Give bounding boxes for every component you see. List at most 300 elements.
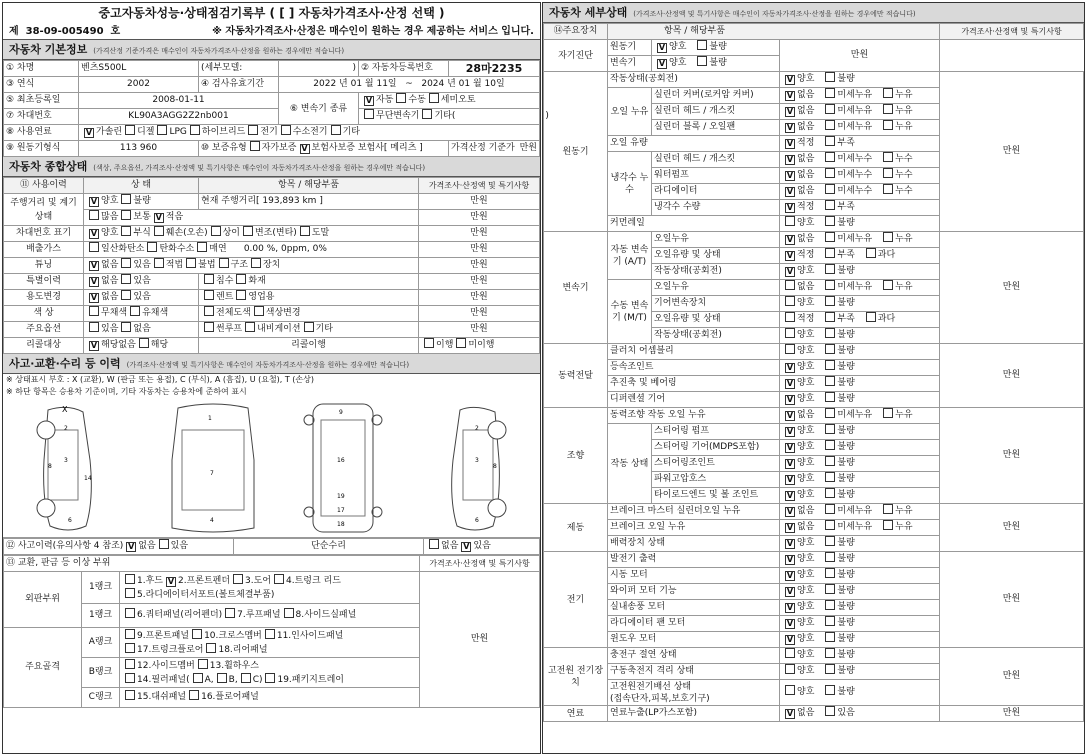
history-none-checkbox[interactable]: V xyxy=(128,542,135,551)
state-checkbox[interactable] xyxy=(825,408,835,418)
state-checkbox[interactable] xyxy=(825,88,835,98)
detail-item-label: 작동상태(공회전) xyxy=(652,328,780,344)
detail-header xyxy=(543,3,1084,23)
trunk-floor-checkbox[interactable] xyxy=(125,643,135,653)
gas-smoke-checkbox[interactable] xyxy=(197,242,207,252)
state-checkbox[interactable]: V xyxy=(786,475,794,484)
fuel-lpg-checkbox[interactable] xyxy=(157,125,167,135)
pillar-b-checkbox[interactable] xyxy=(217,673,227,683)
state-checkbox[interactable] xyxy=(883,520,893,530)
state-checkbox[interactable] xyxy=(825,232,835,242)
vin-rust-checkbox[interactable] xyxy=(121,226,131,236)
record-number-row xyxy=(3,23,540,40)
sub-group-label: 오일 누유 xyxy=(608,88,652,136)
state-checkbox[interactable] xyxy=(825,168,835,178)
group-price-cell: 만원 xyxy=(940,552,1084,648)
dash-panel-checkbox[interactable] xyxy=(125,690,135,700)
car-left-side-diagram xyxy=(28,400,108,536)
accident-history-table: ⑫ 사고이력(유의사항 4 참조) V 없음 있음 단순수리 없음 V 있음 xyxy=(3,538,540,555)
state-checkbox[interactable] xyxy=(825,136,835,146)
state-checkbox[interactable]: V xyxy=(786,619,794,628)
accident-legend1: ※ 상태표시 부호 : X (교환), W (판금 또는 용접), C (부식), A (흠집), U (요철), T (손상) xyxy=(6,375,315,384)
detail-state: 양호 불량 xyxy=(780,648,940,664)
car-top-diagram xyxy=(158,400,268,536)
option-other-checkbox[interactable] xyxy=(304,322,314,332)
state-checkbox[interactable] xyxy=(825,120,835,130)
tuning-label: 튜닝 xyxy=(4,258,84,274)
gas-co-checkbox[interactable] xyxy=(89,242,99,252)
state-checkbox[interactable] xyxy=(785,280,795,290)
state-checkbox[interactable] xyxy=(825,312,835,322)
trans-cvt-checkbox[interactable] xyxy=(364,109,374,119)
state-checkbox[interactable] xyxy=(785,648,795,658)
detail-row xyxy=(544,232,1084,248)
year-value: 2002 xyxy=(79,77,199,93)
detail-item-label: 냉각수 수량 xyxy=(652,200,780,216)
option-yes-checkbox[interactable] xyxy=(89,322,99,332)
pillar-a-checkbox[interactable] xyxy=(193,673,203,683)
detail-table xyxy=(543,23,1084,722)
state-checkbox[interactable] xyxy=(883,504,893,514)
device-group-label: 조향 xyxy=(544,408,608,504)
state-checkbox[interactable] xyxy=(825,392,835,402)
state-checkbox[interactable] xyxy=(825,632,835,642)
state-checkbox[interactable]: V xyxy=(786,491,794,500)
state-checkbox[interactable] xyxy=(866,312,876,322)
state-checkbox[interactable] xyxy=(825,248,835,258)
detail-item-label: 오일유량 및 상태 xyxy=(652,248,780,264)
detail-row xyxy=(544,344,1084,360)
gas-values: 0.00 %, 0ppm, 0% xyxy=(243,244,327,254)
detail-state: 양호 불량 xyxy=(780,344,940,360)
state-checkbox[interactable] xyxy=(825,424,835,434)
detail-item-label: 오일누유 xyxy=(652,280,780,296)
state-checkbox[interactable]: V xyxy=(786,251,794,260)
cross-member-checkbox[interactable] xyxy=(192,629,202,639)
option-nav-checkbox[interactable] xyxy=(245,322,255,332)
state-checkbox[interactable]: V xyxy=(786,91,794,100)
state-checkbox[interactable]: V xyxy=(786,123,794,132)
state-checkbox[interactable] xyxy=(825,584,835,594)
state-checkbox[interactable] xyxy=(785,685,795,695)
state-checkbox[interactable] xyxy=(866,248,876,258)
state-checkbox[interactable]: V xyxy=(786,235,794,244)
state-checkbox[interactable] xyxy=(825,685,835,695)
warranty-insurance-checkbox[interactable]: V xyxy=(301,144,308,153)
detail-state: V 적정 부족 xyxy=(780,136,940,152)
recall-notdone-checkbox[interactable] xyxy=(456,338,466,348)
state-checkbox[interactable] xyxy=(785,312,795,322)
detail-item-label: 추진축 및 베어링 xyxy=(608,376,780,392)
state-checkbox[interactable]: V xyxy=(786,155,794,164)
state-checkbox[interactable] xyxy=(697,56,707,66)
trunk-lid-checkbox[interactable] xyxy=(274,574,284,584)
mileage-normal-checkbox[interactable] xyxy=(121,210,131,220)
state-checkbox[interactable] xyxy=(883,104,893,114)
state-checkbox[interactable] xyxy=(825,600,835,610)
col-item-detail: 항목 / 해당부품 xyxy=(608,24,940,40)
overall-header xyxy=(3,157,540,177)
rankA-label: A랭크 xyxy=(82,628,120,658)
trans-auto-checkbox[interactable]: V xyxy=(365,96,373,105)
group-price-cell: 만원 xyxy=(940,232,1084,344)
state-checkbox[interactable] xyxy=(825,472,835,482)
vin-alter-checkbox[interactable] xyxy=(243,226,253,236)
side-sill-checkbox[interactable] xyxy=(284,608,294,618)
rear-panel-checkbox[interactable] xyxy=(206,643,216,653)
recall-label: 리콜대상 xyxy=(4,338,84,354)
tuning-yes-checkbox[interactable] xyxy=(121,258,131,268)
basic-info-table: ① 차명 벤츠S500L (세부모델: ) ② 자동차등록번호 28마2235 ③ 연식 2002 ④ 검사유효기간 2022 년 01 월 11일 ~ 2024 년 01 월 10일 ⑤ 최초등록일 2008-01-11 ⑥ 변속기 종류 V 자동 수동 세미오토 ⑦ 차대번호 KL90A3AGG2Z2nb001 무단변속기 기타( ) ⑧ 사용연료 V 가솔린 디젤 LPG 하이브리드 전기 수소전기 기타 ⑨ 원동기형식 113 960 ⑩ 보증유형 자가보증 V 보험사보증 보험사[ 메리츠 ] 가격산정 기준가 만원 xyxy=(3,60,540,157)
detail-state: V 없음 미세누유 누유 xyxy=(780,104,940,120)
basic-note: (가격산정 기준가격은 매수인이 자동차가격조사·산정을 원하는 경우에만 적습니다) xyxy=(93,47,345,55)
state-checkbox[interactable] xyxy=(825,568,835,578)
tuning-struct-checkbox[interactable] xyxy=(219,258,229,268)
fuel-label: ⑧ 사용연료 xyxy=(4,125,79,141)
page-title: 중고자동차성능·상태점검기록부 ( [ ] 자동차가격조사·산정 선택 ) xyxy=(98,6,445,20)
detail-state: V 양호 불량 xyxy=(780,424,940,440)
detail-state: V 양호 불량 xyxy=(780,472,940,488)
floor-panel-checkbox[interactable] xyxy=(189,690,199,700)
mileage-few-checkbox[interactable]: V xyxy=(155,213,162,222)
mileage-now: 현재 주행거리[ 193,893 km ] xyxy=(199,194,419,210)
group-price-cell: 만원 xyxy=(940,72,1084,232)
state-checkbox[interactable] xyxy=(825,616,835,626)
detail-item-label: 작동상태(공회전) xyxy=(608,72,780,88)
side-member-checkbox[interactable] xyxy=(125,659,135,669)
device-group-label: 고전원 전기장치 xyxy=(544,648,608,706)
state-checkbox[interactable] xyxy=(825,520,835,530)
state-checkbox[interactable]: V xyxy=(786,587,794,596)
special-fire-checkbox[interactable] xyxy=(236,274,246,284)
recall-none-checkbox[interactable]: V xyxy=(90,341,98,350)
simple-repair-label: 단순수리 xyxy=(234,539,424,555)
usage-yes-checkbox[interactable] xyxy=(121,290,131,300)
detail-row xyxy=(544,40,1084,56)
option-sunroof-checkbox[interactable] xyxy=(204,322,214,332)
fuel-ev-checkbox[interactable] xyxy=(248,125,258,135)
trans-semi-checkbox[interactable] xyxy=(429,93,439,103)
state-checkbox[interactable]: V xyxy=(658,43,666,52)
state-checkbox[interactable] xyxy=(825,440,835,450)
detail-state: V 양호 불량 xyxy=(652,56,780,72)
col-item: 항목 / 해당부품 xyxy=(199,178,419,194)
state-checkbox[interactable] xyxy=(825,200,835,210)
detail-state: V 없음 미세누유 누유 xyxy=(780,232,940,248)
state-checkbox[interactable] xyxy=(883,120,893,130)
recall-done-checkbox[interactable] xyxy=(424,338,434,348)
inspect-from: 2022 년 01 월 11일 xyxy=(313,79,397,89)
front-panel-checkbox[interactable] xyxy=(125,629,135,639)
group-price-cell: 만원 xyxy=(940,344,1084,408)
detail-item-label: 시동 모터 xyxy=(608,568,780,584)
detail-item-label: 스티어링 펌프 xyxy=(652,424,780,440)
history-yes-checkbox[interactable] xyxy=(159,539,169,549)
vin-value: KL90A3AGG2Z2nb001 xyxy=(79,109,279,125)
state-checkbox[interactable] xyxy=(825,216,835,226)
device-group-label: 변속기 xyxy=(544,232,608,344)
accident-header xyxy=(3,354,540,374)
state-checkbox[interactable]: V xyxy=(786,75,794,84)
door-checkbox[interactable] xyxy=(233,574,243,584)
inside-panel-checkbox[interactable] xyxy=(265,629,275,639)
detail-item-label: 실린더 헤드 / 개스킷 xyxy=(652,104,780,120)
state-checkbox[interactable]: V xyxy=(786,203,794,212)
vin-damage-checkbox[interactable] xyxy=(154,226,164,236)
trans-manual-checkbox[interactable] xyxy=(396,93,406,103)
detail-item-label: 브레이크 마스터 실린더오일 누유 xyxy=(608,504,780,520)
detail-item-label: 윈도우 모터 xyxy=(608,632,780,648)
overall-title: 자동차 종합상태 xyxy=(9,160,88,173)
color-label: 색 상 xyxy=(4,306,84,322)
simple-none-checkbox[interactable] xyxy=(429,539,439,549)
detail-state: V 적정 부족 과다 xyxy=(780,248,940,264)
overall-note: (색상, 주요옵션, 가격조사·산정액 및 특기사항은 매수인이 자동차가격조사·산정을 원하는 경우에만 적습니다) xyxy=(93,164,426,172)
svg-text:18: 18 xyxy=(337,521,345,528)
detail-row xyxy=(544,504,1084,520)
radiator-support-checkbox[interactable] xyxy=(125,588,135,598)
state-checkbox[interactable]: V xyxy=(786,635,794,644)
recall-yes-checkbox[interactable] xyxy=(139,338,149,348)
detail-state: V 양호 불량 xyxy=(780,488,940,504)
state-checkbox[interactable] xyxy=(883,184,893,194)
detail-state: 양호 불량 xyxy=(780,680,940,706)
state-checkbox[interactable] xyxy=(825,184,835,194)
detail-note: (가격조사·산정액 및 특기사항은 매수인이 자동차가격조사·산정을 원하는 경우에만 적습니다) xyxy=(633,10,916,18)
state-checkbox[interactable] xyxy=(785,328,795,338)
notice-text: ※ 자동차가격조사·산정은 매수인이 원하는 경우 제공하는 서비스 입니다. xyxy=(212,26,534,37)
state-checkbox[interactable]: V xyxy=(786,379,794,388)
vin-paint-checkbox[interactable] xyxy=(300,226,310,236)
state-checkbox[interactable]: V xyxy=(786,603,794,612)
state-checkbox[interactable] xyxy=(825,664,835,674)
state-checkbox[interactable]: V xyxy=(786,459,794,468)
mileage-good-checkbox[interactable]: V xyxy=(90,197,98,206)
col-use: ⑪ 사용이력 xyxy=(4,178,84,194)
rank1b-label: 1랭크 xyxy=(82,604,120,628)
usage-biz-checkbox[interactable] xyxy=(236,290,246,300)
state-checkbox[interactable]: V xyxy=(786,171,794,180)
basic-info-header xyxy=(3,40,540,60)
state-checkbox[interactable] xyxy=(825,72,835,82)
detail-item-label: 구동축전지 격리 상태 xyxy=(608,664,780,680)
state-checkbox[interactable] xyxy=(825,280,835,290)
detail-item-label: 클러치 어셈블리 xyxy=(608,344,780,360)
tuning-legal-checkbox[interactable] xyxy=(154,258,164,268)
state-checkbox[interactable] xyxy=(825,264,835,274)
detail-item-label: 스티어링조인트 xyxy=(652,456,780,472)
fuel-hybrid-checkbox[interactable] xyxy=(190,125,200,135)
detail-state: V 양호 불량 xyxy=(780,392,940,408)
model-value: 벤츠S500L xyxy=(79,61,199,77)
tuning-illegal-checkbox[interactable] xyxy=(186,258,196,268)
inspect-to: 2024 년 01 월 10일 xyxy=(421,79,505,89)
detail-state: V 적정 부족 xyxy=(780,200,940,216)
hood-checkbox[interactable] xyxy=(125,574,135,584)
state-checkbox[interactable] xyxy=(785,664,795,674)
state-checkbox[interactable]: V xyxy=(786,539,794,548)
detail-item-label: 실린더 커버(로커암 커버) xyxy=(652,88,780,104)
col-device: ⑭주요장치 xyxy=(544,24,608,40)
svg-text:17: 17 xyxy=(337,507,345,514)
state-checkbox[interactable]: V xyxy=(786,363,794,372)
svg-text:4: 4 xyxy=(210,517,214,524)
group-price-cell: 만원 xyxy=(940,504,1084,552)
detail-item-label: 라디에이터 xyxy=(652,184,780,200)
state-checkbox[interactable]: V xyxy=(786,571,794,580)
mileage-bad-checkbox[interactable] xyxy=(121,194,131,204)
state-checkbox[interactable]: V xyxy=(786,507,794,516)
detail-state: V 양호 불량 xyxy=(780,536,940,552)
state-checkbox[interactable] xyxy=(785,344,795,354)
state-checkbox[interactable]: V xyxy=(786,411,794,420)
gas-hc-checkbox[interactable] xyxy=(147,242,157,252)
tuning-device-checkbox[interactable] xyxy=(251,258,261,268)
state-checkbox[interactable] xyxy=(825,648,835,658)
package-tray-checkbox[interactable] xyxy=(265,673,275,683)
submodel-label: (세부모델: xyxy=(199,61,279,77)
state-checkbox[interactable] xyxy=(825,360,835,370)
state-checkbox[interactable] xyxy=(697,40,707,50)
detail-item-label: 고전원전기배선 상태 (접속단자,피복,보호기구) xyxy=(608,680,780,706)
special-flood-checkbox[interactable] xyxy=(204,274,214,284)
car-diagram xyxy=(3,398,540,538)
simple-yes-checkbox[interactable]: V xyxy=(463,542,470,551)
option-no-checkbox[interactable] xyxy=(121,322,131,332)
wheel-house-checkbox[interactable] xyxy=(198,659,208,669)
year-label: ③ 연식 xyxy=(4,77,79,93)
usage-rent-checkbox[interactable] xyxy=(204,290,214,300)
warranty-self-checkbox[interactable] xyxy=(250,141,260,151)
state-checkbox[interactable] xyxy=(825,536,835,546)
state-checkbox[interactable] xyxy=(825,456,835,466)
state-checkbox[interactable] xyxy=(785,216,795,226)
color-achro-checkbox[interactable] xyxy=(89,306,99,316)
color-chroma-checkbox[interactable] xyxy=(130,306,140,316)
detail-title: 자동차 세부상태 xyxy=(549,6,628,19)
pillar-panel-checkbox[interactable] xyxy=(125,673,135,683)
state-checkbox[interactable] xyxy=(825,504,835,514)
detail-item-label: 스티어링 기어(MDPS포함) xyxy=(652,440,780,456)
state-checkbox[interactable]: V xyxy=(658,59,666,68)
state-checkbox[interactable] xyxy=(825,152,835,162)
color-full-checkbox[interactable] xyxy=(204,306,214,316)
state-checkbox[interactable]: V xyxy=(786,427,794,436)
detail-row xyxy=(544,72,1084,88)
state-checkbox[interactable] xyxy=(883,152,893,162)
history-label: ⑫ 사고이력(유의사항 4 참조) xyxy=(6,541,124,551)
option-label: 주요옵션 xyxy=(4,322,84,338)
usage-none-checkbox[interactable]: V xyxy=(90,293,98,302)
detail-state: V 양호 불량 xyxy=(780,376,940,392)
roof-panel-checkbox[interactable] xyxy=(225,608,235,618)
detail-state: V 없음 미세누유 누유 xyxy=(780,504,940,520)
state-checkbox[interactable]: V xyxy=(786,555,794,564)
state-checkbox[interactable] xyxy=(825,706,835,716)
state-checkbox[interactable]: V xyxy=(786,139,794,148)
state-checkbox[interactable] xyxy=(825,296,835,306)
vin-label: ⑦ 차대번호 xyxy=(4,109,79,125)
front-fender-checkbox[interactable]: V xyxy=(167,576,175,586)
accident-legend2: ※ 하단 항목은 승용차 기준이며, 기타 자동차는 승용차에 준하여 표시 xyxy=(6,387,247,396)
fuel-diesel-checkbox[interactable] xyxy=(125,125,135,135)
state-checkbox[interactable] xyxy=(883,232,893,242)
state-checkbox[interactable] xyxy=(883,280,893,290)
trans-other-checkbox[interactable] xyxy=(422,109,432,119)
state-checkbox[interactable] xyxy=(883,408,893,418)
mileage-many-checkbox[interactable] xyxy=(89,210,99,220)
basic-title: 자동차 기본정보 xyxy=(9,43,88,56)
inspect-label: ④ 검사유효기간 xyxy=(199,77,279,93)
col-state: 상 태 xyxy=(84,178,199,194)
state-checkbox[interactable]: V xyxy=(786,523,794,532)
detail-item-label: 원동기 xyxy=(608,40,652,56)
state-checkbox[interactable] xyxy=(825,344,835,354)
detail-state: V 양호 불량 xyxy=(780,632,940,648)
detail-state: V 양호 불량 xyxy=(780,456,940,472)
detail-item-label: 브레이크 오일 누유 xyxy=(608,520,780,536)
detail-state: 적정 부족 과다 xyxy=(780,312,940,328)
color-change-checkbox[interactable] xyxy=(254,306,264,316)
device-group-label: 자기진단 xyxy=(544,40,608,72)
price-basis-label: 가격산정 기준가 xyxy=(451,143,515,153)
state-checkbox[interactable] xyxy=(825,552,835,562)
special-yes-checkbox[interactable] xyxy=(121,274,131,284)
detail-item-label: 기어변속장치 xyxy=(652,296,780,312)
detail-state: V 양호 불량 xyxy=(780,360,940,376)
fuel-h2-checkbox[interactable] xyxy=(281,125,291,135)
state-checkbox[interactable]: V xyxy=(786,187,794,196)
state-checkbox[interactable]: V xyxy=(786,395,794,404)
state-checkbox[interactable]: V xyxy=(786,443,794,452)
state-checkbox[interactable]: V xyxy=(786,709,794,718)
state-checkbox[interactable] xyxy=(785,296,795,306)
detail-state: 양호 불량 xyxy=(780,664,940,680)
detail-item-label: 실내송풍 모터 xyxy=(608,600,780,616)
fuel-other-checkbox[interactable] xyxy=(331,125,341,135)
state-checkbox[interactable] xyxy=(825,104,835,114)
model-label: ① 차명 xyxy=(4,61,79,77)
state-checkbox[interactable]: V xyxy=(786,107,794,116)
svg-text:19: 19 xyxy=(337,493,345,500)
mileage-label: 주행거리 및 계기상태 xyxy=(4,194,84,226)
state-checkbox[interactable] xyxy=(825,488,835,498)
state-checkbox[interactable] xyxy=(883,168,893,178)
state-checkbox[interactable]: V xyxy=(786,267,794,276)
device-group-label: 동력전달 xyxy=(544,344,608,408)
detail-state: V 없음 미세누유 누유 xyxy=(780,120,940,136)
fuel-gasoline-checkbox[interactable]: V xyxy=(85,128,93,137)
state-checkbox[interactable] xyxy=(825,328,835,338)
vin-good-checkbox[interactable]: V xyxy=(90,229,98,238)
vin-diff-checkbox[interactable] xyxy=(211,226,221,236)
detail-item-label: 커먼레일 xyxy=(608,216,780,232)
state-checkbox[interactable] xyxy=(883,88,893,98)
main-frame-label: 주요골격 xyxy=(4,628,82,708)
special-none-checkbox[interactable]: V xyxy=(90,277,98,286)
detail-item-label: 오일누유 xyxy=(652,232,780,248)
quarter-panel-checkbox[interactable] xyxy=(125,608,135,618)
pillar-c-checkbox[interactable] xyxy=(241,673,251,683)
svg-text:8: 8 xyxy=(48,463,52,470)
detail-state: V 양호 불량 xyxy=(780,440,940,456)
tuning-none-checkbox[interactable]: V xyxy=(90,261,98,270)
sub-group-label: 자동 변속기 (A/T) xyxy=(608,232,652,280)
svg-text:8: 8 xyxy=(493,463,497,470)
detail-item-label: 충전구 절연 상태 xyxy=(608,648,780,664)
state-checkbox[interactable] xyxy=(825,376,835,386)
detail-state: V 없음 있음 xyxy=(780,706,940,722)
